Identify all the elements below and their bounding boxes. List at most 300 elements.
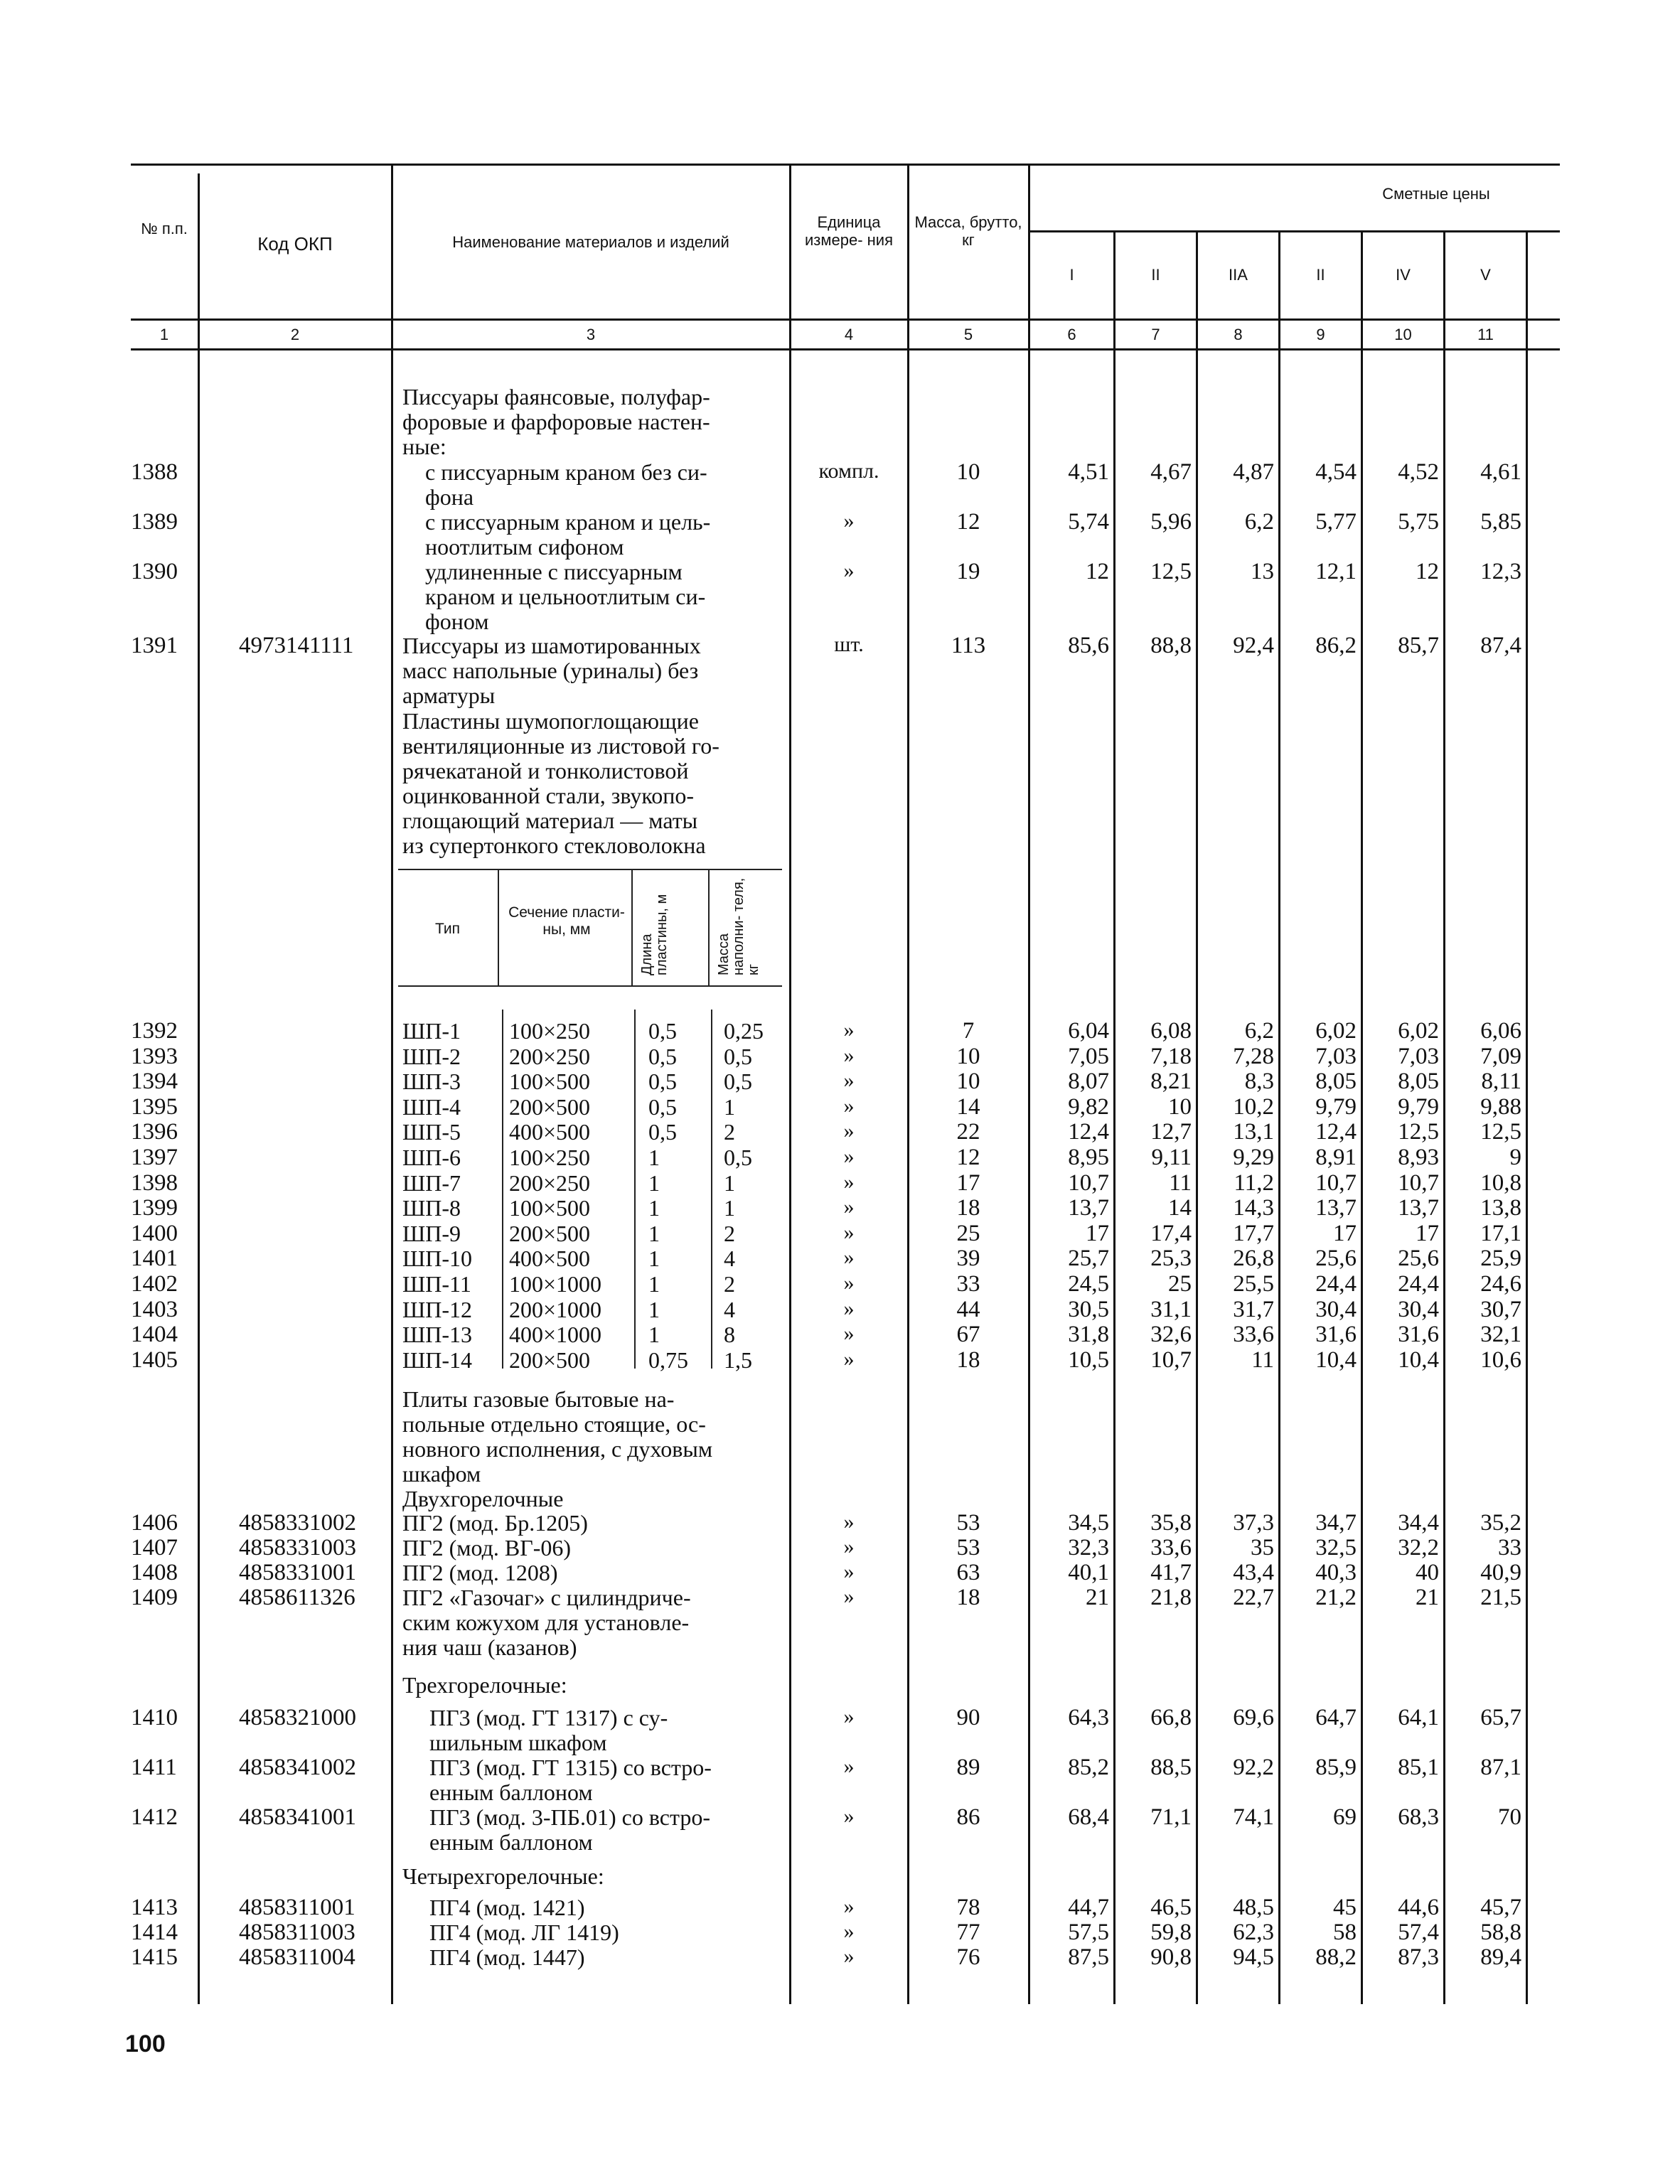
price-zone-4: 12,4 — [1315, 1119, 1357, 1145]
section-heading-line: польные отдельно стоящие, ос- — [402, 1411, 706, 1437]
price-zone-3: 6,2 — [1244, 509, 1274, 535]
plate-length: 1 — [648, 1195, 660, 1221]
price-zone-3: 92,2 — [1233, 1755, 1274, 1780]
price-zone-1: 68,4 — [1068, 1804, 1109, 1830]
price-zone-5: 31,6 — [1398, 1322, 1439, 1348]
price-zone-6: 5,85 — [1480, 509, 1521, 535]
price-zone-5: 68,3 — [1398, 1804, 1439, 1830]
plate-length: 0,5 — [648, 1119, 677, 1145]
gross-mass: 39 — [956, 1246, 980, 1272]
gross-mass: 18 — [956, 1585, 980, 1610]
okp-code: 4858611326 — [239, 1585, 355, 1610]
section-heading-line: рячекатаной и тонколистовой — [402, 758, 689, 783]
item-name-line: ПГ2 (мод. Бр.1205) — [402, 1510, 588, 1536]
plate-type: ШП-7 — [402, 1169, 461, 1196]
unit-of-measure: » — [843, 1510, 855, 1533]
price-zone-5: 87,3 — [1398, 1944, 1439, 1970]
section-heading-line: Пластины шумопоглощающие — [402, 708, 699, 734]
price-zone-2: 66,8 — [1150, 1705, 1192, 1730]
plate-length: 0,5 — [648, 1018, 677, 1044]
plate-filler: 4 — [724, 1246, 735, 1272]
section-heading-line: новного исполнения, с духовым — [402, 1436, 713, 1462]
row-number: 1404 — [131, 1322, 178, 1348]
price-zone-4: 58 — [1333, 1920, 1357, 1945]
item-name-line: ПГ2 (мод. 1208) — [402, 1560, 558, 1585]
price-zone-5: 8,93 — [1398, 1145, 1439, 1170]
row-number: 1400 — [131, 1220, 178, 1246]
plate-filler: 0,5 — [724, 1145, 752, 1170]
header-zone-5: IV — [1396, 266, 1411, 284]
price-zone-6: 21,5 — [1480, 1585, 1521, 1610]
price-zone-1: 31,8 — [1068, 1322, 1109, 1348]
price-zone-2: 10,7 — [1150, 1347, 1192, 1373]
price-zone-4: 17 — [1333, 1220, 1357, 1246]
price-zone-5: 12 — [1416, 559, 1439, 584]
colnum-9: 9 — [1316, 326, 1325, 343]
price-zone-6: 35,2 — [1480, 1510, 1521, 1536]
unit-of-measure: » — [843, 1145, 855, 1168]
subtable-header-filler: Масса наполни- теля, кг — [716, 877, 761, 975]
price-zone-6: 10,8 — [1480, 1169, 1521, 1196]
plate-section: 200×250 — [509, 1169, 591, 1196]
plate-section: 100×250 — [509, 1018, 591, 1044]
price-zone-6: 45,7 — [1480, 1895, 1521, 1920]
item-name-line: фона — [425, 484, 474, 510]
price-zone-2: 12,7 — [1150, 1119, 1192, 1145]
gross-mass: 53 — [956, 1535, 980, 1561]
plate-type: ШП-6 — [402, 1145, 461, 1170]
price-zone-1: 57,5 — [1068, 1920, 1109, 1945]
colnum-bottom-rule — [131, 348, 1560, 350]
price-zone-5: 85,7 — [1398, 633, 1439, 658]
plate-length: 1 — [648, 1322, 660, 1348]
price-zone-3: 31,7 — [1233, 1296, 1274, 1322]
unit-of-measure: » — [843, 1585, 855, 1608]
price-zone-3: 92,4 — [1233, 633, 1274, 658]
price-zone-2: 32,6 — [1150, 1322, 1192, 1348]
price-zone-4: 21,2 — [1315, 1585, 1357, 1610]
price-zone-1: 8,07 — [1068, 1069, 1109, 1095]
price-zone-1: 85,2 — [1068, 1755, 1109, 1780]
header-col-code: Код ОКП — [257, 233, 333, 255]
plate-type: ШП-9 — [402, 1220, 461, 1246]
price-zone-3: 10,2 — [1233, 1093, 1274, 1120]
header-col-mass: Масса, брутто, кг — [914, 213, 1022, 250]
gross-mass: 25 — [956, 1220, 980, 1246]
price-zone-6: 58,8 — [1480, 1920, 1521, 1945]
gross-mass: 33 — [956, 1271, 980, 1297]
item-name-line: с писсуарным краном и цель- — [425, 509, 711, 535]
price-zone-5: 34,4 — [1398, 1510, 1439, 1536]
unit-of-measure: » — [843, 1895, 855, 1918]
price-zone-5: 13,7 — [1398, 1195, 1439, 1221]
gross-mass: 14 — [956, 1093, 980, 1120]
price-zone-3: 43,4 — [1233, 1560, 1274, 1585]
row-number: 1388 — [131, 459, 178, 485]
gross-mass: 89 — [956, 1755, 980, 1780]
plate-section: 200×250 — [509, 1043, 591, 1069]
price-zone-4: 6,02 — [1315, 1018, 1357, 1044]
gross-mass: 18 — [956, 1195, 980, 1221]
subtable-top-rule — [398, 869, 782, 870]
price-zone-6: 17,1 — [1480, 1220, 1521, 1246]
price-zone-3: 69,6 — [1233, 1705, 1274, 1730]
subtable-data-divider-3 — [711, 1010, 712, 1369]
price-zone-6: 12,5 — [1480, 1119, 1521, 1145]
plate-section: 100×500 — [509, 1069, 591, 1095]
colnum-5: 5 — [963, 326, 973, 343]
price-zone-6: 70 — [1498, 1804, 1521, 1830]
row-number: 1414 — [131, 1920, 178, 1945]
price-zone-2: 88,5 — [1150, 1755, 1192, 1780]
unit-of-measure: » — [843, 1195, 855, 1219]
row-number: 1401 — [131, 1246, 178, 1272]
price-zone-1: 85,6 — [1068, 633, 1109, 658]
row-number: 1394 — [131, 1069, 178, 1095]
price-zone-1: 7,05 — [1068, 1043, 1109, 1069]
price-zone-4: 45 — [1333, 1895, 1357, 1920]
item-name-line: ПГ4 (мод. ЛГ 1419) — [429, 1920, 619, 1945]
unit-of-measure: » — [843, 1069, 855, 1093]
price-zone-4: 8,91 — [1315, 1145, 1357, 1170]
price-zone-4: 85,9 — [1315, 1755, 1357, 1780]
price-zone-2: 25 — [1168, 1271, 1192, 1297]
okp-code: 4858331002 — [239, 1510, 356, 1536]
plate-length: 0,5 — [648, 1069, 677, 1095]
price-zone-3: 17,7 — [1233, 1220, 1274, 1246]
colnum-2: 2 — [290, 326, 300, 343]
okp-code: 4858341002 — [239, 1755, 356, 1780]
plate-section: 400×500 — [509, 1246, 591, 1272]
plate-type: ШП-3 — [402, 1069, 461, 1095]
unit-of-measure: » — [843, 1246, 855, 1270]
gross-mass: 12 — [956, 509, 980, 535]
price-zone-5: 64,1 — [1398, 1705, 1439, 1730]
item-name-line: с писсуарным краном без си- — [425, 459, 707, 485]
okp-code: 4858321000 — [239, 1705, 356, 1730]
plate-section: 100×250 — [509, 1145, 591, 1170]
price-zone-4: 5,77 — [1315, 509, 1357, 535]
plate-section: 400×500 — [509, 1119, 591, 1145]
price-zone-5: 6,02 — [1398, 1018, 1439, 1044]
price-zone-2: 9,11 — [1151, 1145, 1192, 1170]
price-zone-4: 31,6 — [1315, 1322, 1357, 1348]
page-number: 100 — [125, 2030, 166, 2057]
price-zone-1: 8,95 — [1068, 1145, 1109, 1170]
price-zone-4: 4,54 — [1315, 459, 1357, 485]
plate-section: 100×500 — [509, 1195, 591, 1221]
subtable-header-type: Тип — [435, 921, 461, 937]
section-heading-line: ные: — [402, 434, 446, 459]
row-number: 1410 — [131, 1705, 178, 1730]
price-zone-1: 12,4 — [1068, 1119, 1109, 1145]
subtable-data-divider-1 — [502, 1010, 503, 1369]
price-zone-2: 88,8 — [1150, 633, 1192, 658]
plate-length: 1 — [648, 1220, 660, 1246]
header-zone-2: II — [1151, 266, 1160, 284]
row-number: 1409 — [131, 1585, 178, 1610]
plate-type: ШП-5 — [402, 1119, 461, 1145]
price-zone-1: 24,5 — [1068, 1271, 1109, 1297]
gross-mass: 53 — [956, 1510, 980, 1536]
price-zone-2: 17,4 — [1150, 1220, 1192, 1246]
subtable-divider-2 — [631, 870, 633, 985]
section-heading-line: вентиляционные из листовой го- — [402, 733, 719, 759]
header-zone-1: I — [1069, 266, 1074, 284]
gross-mass: 63 — [956, 1560, 980, 1585]
price-zone-2: 12,5 — [1150, 559, 1192, 584]
price-zone-1: 13,7 — [1068, 1195, 1109, 1221]
item-name-line: енным баллоном — [429, 1829, 593, 1855]
price-zone-5: 57,4 — [1398, 1920, 1439, 1945]
price-zone-3: 11,2 — [1234, 1169, 1274, 1196]
price-zone-5: 7,03 — [1398, 1043, 1439, 1069]
price-zone-1: 10,7 — [1068, 1169, 1109, 1196]
colnum-8: 8 — [1234, 326, 1243, 343]
price-zone-2: 46,5 — [1150, 1895, 1192, 1920]
plate-length: 1 — [648, 1169, 660, 1196]
price-zone-6: 87,1 — [1480, 1755, 1521, 1780]
unit-of-measure: » — [843, 1043, 855, 1067]
plate-filler: 0,25 — [724, 1018, 764, 1044]
price-zone-2: 31,1 — [1150, 1296, 1192, 1322]
price-zone-2: 10 — [1168, 1093, 1192, 1120]
price-zone-1: 64,3 — [1068, 1705, 1109, 1730]
price-zone-1: 40,1 — [1068, 1560, 1109, 1585]
item-name-line: ПГ4 (мод. 1447) — [429, 1944, 585, 1970]
okp-code: 4858341001 — [239, 1804, 356, 1830]
price-zone-4: 30,4 — [1315, 1296, 1357, 1322]
colnum-1: 1 — [159, 326, 169, 343]
plate-type: ШП-1 — [402, 1018, 461, 1044]
plate-filler: 8 — [724, 1322, 735, 1348]
plate-type: ШП-11 — [402, 1271, 471, 1297]
price-zone-2: 4,67 — [1150, 459, 1192, 485]
okp-code: 4858331001 — [239, 1560, 356, 1585]
plate-length: 0,5 — [648, 1043, 677, 1069]
subtable-header-length: Длина пластины, м — [639, 894, 670, 975]
section-heading-line: оцинкованной стали, звукопо- — [402, 783, 695, 808]
price-zone-5: 44,6 — [1398, 1895, 1439, 1920]
header-col-no: № п.п. — [141, 220, 188, 237]
plate-section: 200×1000 — [509, 1296, 602, 1322]
plate-filler: 1 — [724, 1169, 735, 1196]
row-number: 1390 — [131, 559, 178, 584]
price-zone-4: 10,7 — [1315, 1169, 1357, 1196]
price-zone-4: 8,05 — [1315, 1069, 1357, 1095]
price-zone-6: 40,9 — [1480, 1560, 1521, 1585]
plate-filler: 0,5 — [724, 1043, 752, 1069]
gross-mass: 44 — [956, 1296, 980, 1322]
price-zone-3: 7,28 — [1233, 1043, 1274, 1069]
row-number: 1398 — [131, 1169, 178, 1196]
price-zone-3: 35 — [1251, 1535, 1274, 1561]
item-name-line: шильным шкафом — [429, 1730, 607, 1755]
price-zone-3: 22,7 — [1233, 1585, 1274, 1610]
plate-type: ШП-12 — [402, 1296, 473, 1322]
row-number: 1408 — [131, 1560, 178, 1585]
price-zone-3: 37,3 — [1233, 1510, 1274, 1536]
price-zone-2: 71,1 — [1150, 1804, 1192, 1830]
item-name-line: фоном — [425, 609, 489, 634]
price-zone-4: 64,7 — [1315, 1705, 1357, 1730]
item-name-line: Писсуары из шамотированных — [402, 633, 701, 658]
unit-of-measure: » — [843, 1755, 855, 1778]
item-name-line: удлиненные с писсуарным — [425, 559, 683, 584]
price-zone-6: 13,8 — [1480, 1195, 1521, 1221]
price-zone-1: 44,7 — [1068, 1895, 1109, 1920]
unit-of-measure: » — [843, 1560, 855, 1583]
colnum-4: 4 — [844, 326, 854, 343]
price-zone-1: 5,74 — [1068, 509, 1109, 535]
colnum-3: 3 — [586, 326, 596, 343]
price-zone-5: 4,52 — [1398, 459, 1439, 485]
price-zone-5: 21 — [1416, 1585, 1439, 1610]
unit-of-measure: » — [843, 559, 855, 582]
price-zone-4: 13,7 — [1315, 1195, 1357, 1221]
header-col-prices: Сметные цены — [1382, 185, 1490, 203]
price-zone-3: 94,5 — [1233, 1944, 1274, 1970]
price-zone-3: 74,1 — [1233, 1804, 1274, 1830]
item-name-line: ПГ3 (мод. ГТ 1317) с су- — [429, 1705, 668, 1730]
price-zone-6: 6,06 — [1480, 1018, 1521, 1044]
price-zone-3: 33,6 — [1233, 1322, 1274, 1348]
price-zone-1: 6,04 — [1068, 1018, 1109, 1044]
price-zone-2: 90,8 — [1150, 1944, 1192, 1970]
header-col-name: Наименование материалов и изделий — [452, 233, 729, 251]
header-zone-4: II — [1316, 266, 1325, 284]
price-zone-2: 21,8 — [1150, 1585, 1192, 1610]
gross-mass: 78 — [956, 1895, 980, 1920]
gross-mass: 19 — [956, 559, 980, 584]
unit-of-measure: » — [843, 1093, 855, 1118]
col-divider-price-1 — [1028, 165, 1030, 2004]
colnum-11: 11 — [1477, 326, 1494, 343]
plate-type: ШП-8 — [402, 1195, 461, 1221]
section-heading-line: Двухгорелочные — [402, 1486, 564, 1511]
plate-section: 200×500 — [509, 1093, 591, 1120]
price-zone-5: 32,2 — [1398, 1535, 1439, 1561]
price-zone-6: 9,88 — [1480, 1093, 1521, 1120]
gross-mass: 76 — [956, 1944, 980, 1970]
header-zone-3: IIA — [1229, 266, 1248, 284]
colnum-10: 10 — [1394, 326, 1412, 343]
price-zone-2: 6,08 — [1150, 1018, 1192, 1044]
price-zone-1: 30,5 — [1068, 1296, 1109, 1322]
okp-code: 4858331003 — [239, 1535, 356, 1561]
plate-length: 1 — [648, 1145, 660, 1170]
price-zone-6: 32,1 — [1480, 1322, 1521, 1348]
price-zone-2: 11 — [1169, 1169, 1192, 1196]
item-name-line: ским кожухом для установле- — [402, 1610, 690, 1635]
unit-of-measure: » — [843, 1322, 855, 1346]
plate-length: 1 — [648, 1271, 660, 1297]
gross-mass: 7 — [962, 1018, 975, 1044]
price-zone-6: 4,61 — [1480, 459, 1521, 485]
plate-type: ШП-10 — [402, 1246, 473, 1272]
gross-mass: 10 — [956, 1069, 980, 1095]
plate-type: ШП-2 — [402, 1043, 461, 1069]
item-name-line: масс напольные (уриналы) без — [402, 658, 699, 683]
price-zone-6: 7,09 — [1480, 1043, 1521, 1069]
subtable-header-section: Сечение пласти- ны, мм — [508, 904, 625, 938]
price-zone-1: 34,5 — [1068, 1510, 1109, 1536]
section-heading-line: Писсуары фаянсовые, полуфар- — [402, 384, 710, 410]
price-zone-3: 6,2 — [1244, 1018, 1274, 1044]
section-heading-line: форовые и фарфоровые настен- — [402, 409, 710, 434]
item-name-line: арматуры — [402, 682, 496, 708]
gross-mass: 10 — [956, 1043, 980, 1069]
price-zone-5: 9,79 — [1398, 1093, 1439, 1120]
price-zone-3: 9,29 — [1233, 1145, 1274, 1170]
price-zone-3: 13 — [1251, 559, 1274, 584]
plate-filler: 1 — [724, 1093, 735, 1120]
plate-filler: 2 — [724, 1271, 735, 1297]
unit-of-measure: » — [843, 1169, 855, 1194]
section-heading-line: глощающий материал — маты — [402, 808, 698, 833]
gross-mass: 113 — [951, 633, 986, 658]
price-zone-1: 17 — [1086, 1220, 1109, 1246]
price-zone-3: 11 — [1251, 1347, 1274, 1373]
subtable-divider-3 — [708, 870, 710, 985]
price-zone-3: 62,3 — [1233, 1920, 1274, 1945]
price-zone-6: 33 — [1498, 1535, 1521, 1561]
row-number: 1406 — [131, 1510, 178, 1536]
price-zone-6: 12,3 — [1480, 559, 1521, 584]
plate-type: ШП-4 — [402, 1093, 461, 1120]
row-number: 1393 — [131, 1043, 178, 1069]
price-zone-5: 40 — [1416, 1560, 1439, 1585]
col-divider-unit — [789, 165, 791, 2004]
price-zone-4: 69 — [1333, 1804, 1357, 1830]
subtable-bottom-rule — [398, 985, 782, 987]
item-name-line: ПГ3 (мод. 3-ПБ.01) со встро- — [429, 1804, 711, 1830]
section-heading-line: Плиты газовые бытовые на- — [402, 1386, 675, 1412]
okp-code: 4858311003 — [239, 1920, 355, 1945]
item-name-line: ПГ2 «Газочаг» с цилиндриче- — [402, 1585, 691, 1610]
row-number: 1392 — [131, 1018, 178, 1044]
item-name-line: ПГ2 (мод. ВГ-06) — [402, 1535, 572, 1561]
unit-of-measure: » — [843, 1119, 855, 1143]
price-zone-3: 13,1 — [1233, 1119, 1274, 1145]
row-number: 1405 — [131, 1347, 178, 1373]
plate-section: 200×500 — [509, 1347, 591, 1373]
price-zone-4: 25,6 — [1315, 1246, 1357, 1272]
price-zone-3: 48,5 — [1233, 1895, 1274, 1920]
plate-filler: 1,5 — [724, 1347, 752, 1373]
price-zone-5: 8,05 — [1398, 1069, 1439, 1095]
price-zone-5: 5,75 — [1398, 509, 1439, 535]
gross-mass: 67 — [956, 1322, 980, 1348]
price-zone-4: 34,7 — [1315, 1510, 1357, 1536]
okp-code: 4858311004 — [239, 1944, 355, 1970]
price-zone-2: 41,7 — [1150, 1560, 1192, 1585]
price-zone-3: 4,87 — [1233, 459, 1274, 485]
price-zone-5: 10,4 — [1398, 1347, 1439, 1373]
unit-of-measure: » — [843, 1220, 855, 1244]
unit-of-measure: шт. — [834, 633, 864, 656]
plate-length: 1 — [648, 1296, 660, 1322]
price-zone-1: 87,5 — [1068, 1944, 1109, 1970]
item-name-line: ния чаш (казанов) — [402, 1634, 577, 1660]
price-zone-5: 17 — [1416, 1220, 1439, 1246]
gross-mass: 90 — [956, 1705, 980, 1730]
header-bottom-rule — [131, 318, 1560, 321]
price-zone-6: 8,11 — [1481, 1069, 1521, 1095]
price-zone-3: 8,3 — [1244, 1069, 1274, 1095]
gross-mass: 10 — [956, 459, 980, 485]
unit-of-measure: » — [843, 1347, 855, 1371]
